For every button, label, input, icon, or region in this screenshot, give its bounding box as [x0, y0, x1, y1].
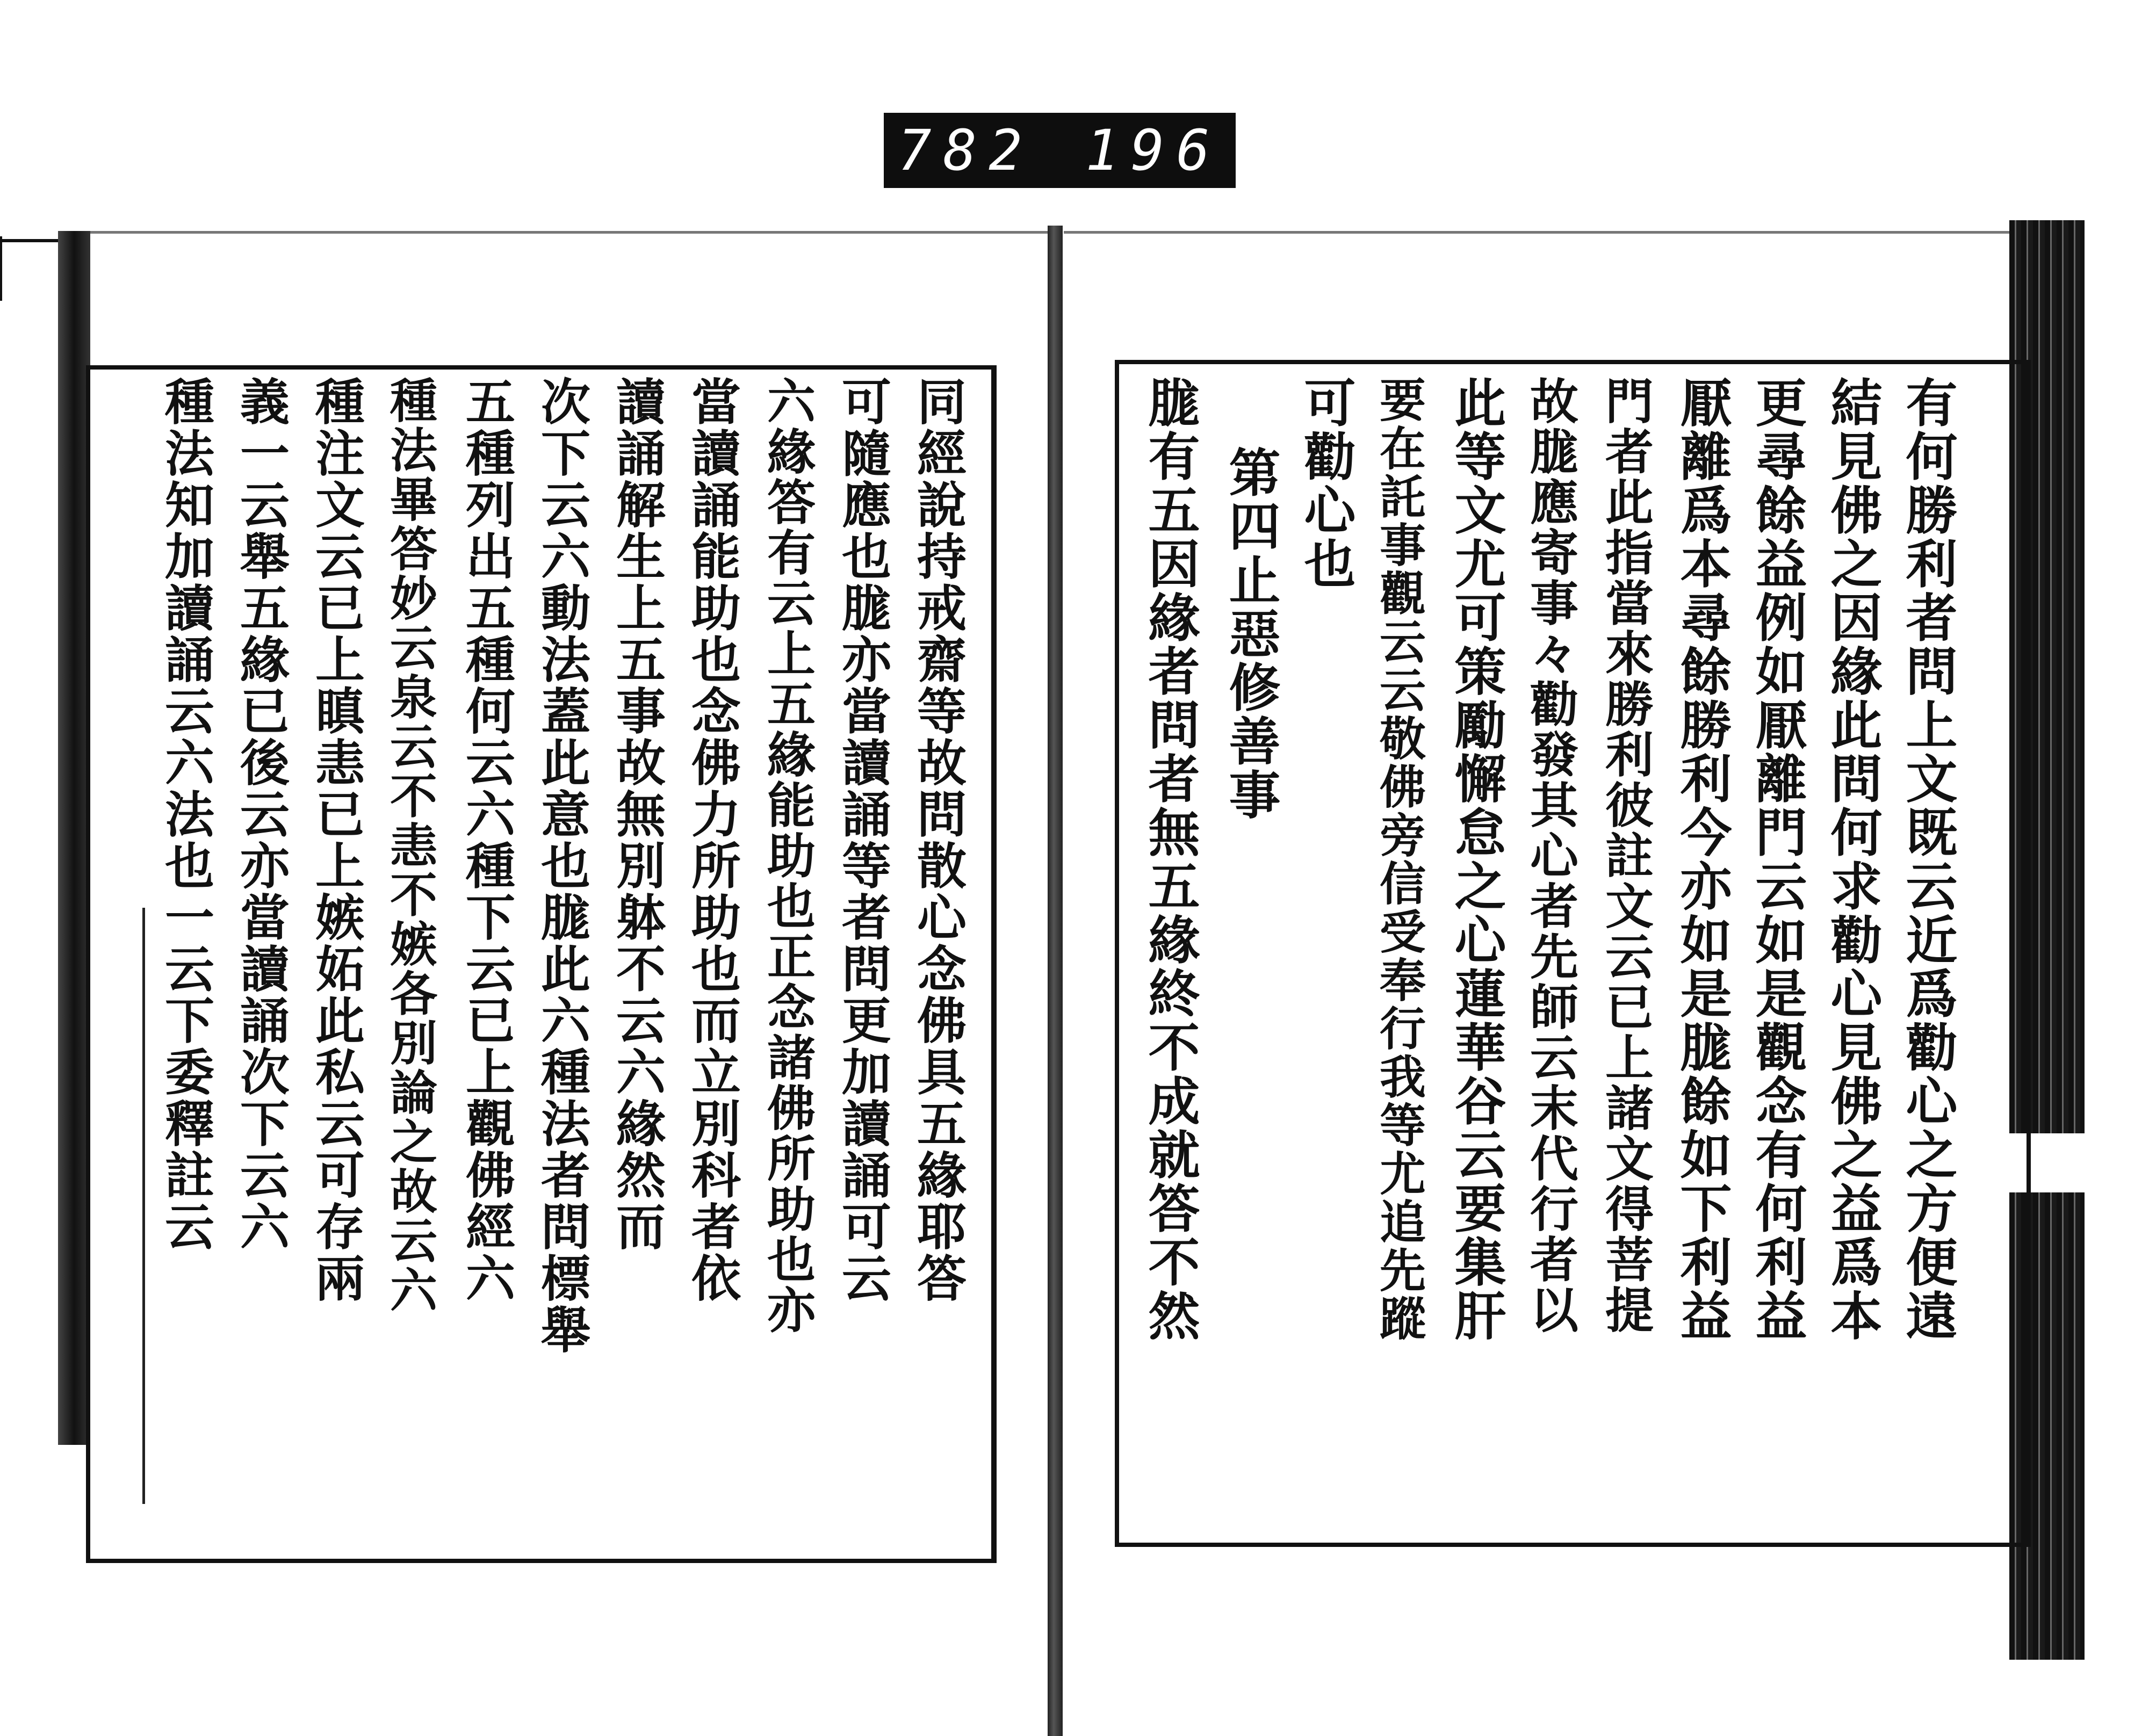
frame-number-left: 782 — [898, 118, 1034, 183]
right-col-1: 有何勝利者問上文既云近爲勸心之方便遠 — [1898, 376, 1958, 1343]
right-col-4: 厭離爲本尋餘勝利今亦如是䏵餘如下利益 — [1672, 376, 1733, 1343]
right-col-11: 䏵有五因緣者問者無五緣終不成就答不然 — [1140, 376, 1201, 1343]
right-col-3: 更尋餘益例如厭離門云如是觀念有何利益 — [1747, 376, 1808, 1343]
left-inner-rule — [142, 908, 145, 1504]
left-col-10: 義一云舉五緣已後云亦當讀誦次下云六 — [232, 376, 290, 1253]
scan-edge-line — [0, 239, 64, 242]
right-col-7: 此等文尤可策勵懈怠之心蓮華谷云要集肝 — [1446, 376, 1507, 1343]
left-col-3: 六緣答有云上五緣能助也正念諸佛所助也亦 — [759, 376, 816, 1335]
frame-number-right: 196 — [1085, 118, 1222, 183]
book-spine — [1048, 226, 1063, 1736]
left-col-9: 種注文云已上瞋恚已上嫉妬此私云可存兩 — [307, 376, 365, 1304]
scan-edge-shadow — [0, 236, 2, 301]
left-col-7: 五種列出五種何云六種下云已上觀佛經六 — [458, 376, 516, 1304]
right-col-2: 結見佛之因緣此問何求勸心見佛之益爲本 — [1822, 376, 1883, 1343]
left-col-8: 種法畢答妙云泉云不恚不嫉各別論之故云六 — [383, 376, 438, 1315]
left-col-11: 種法知加讀誦云六法也一云下委釋註云 — [157, 376, 215, 1253]
right-col-8: 要在託事觀云云敬佛旁信受奉行我等尤追先蹤 — [1372, 376, 1426, 1343]
right-col-5: 門者此指當來勝利彼註文云已上諸文得菩提 — [1597, 376, 1654, 1335]
right-col-6: 故䏵應寄事々勸發其心者先師云末代行者以 — [1521, 376, 1578, 1335]
left-col-1: 同經說持戒齋等故問散心念佛具五緣耶答 — [909, 376, 967, 1304]
film-frame-label — [884, 113, 1236, 188]
left-col-2: 可隨應也䏵亦當讀誦等者問更加讀誦可云 — [834, 376, 892, 1304]
left-col-5: 讀誦解生上五事故無別躰不云六緣然而 — [608, 376, 666, 1253]
left-page-edge — [58, 231, 90, 1445]
left-col-4: 當讀誦能助也念佛力所助也而立別科者依 — [683, 376, 741, 1304]
right-col-9: 可勸心也 — [1296, 376, 1357, 591]
section-heading: 第四止惡修善事 — [1221, 446, 1281, 822]
left-col-6: 次下云六動法蓋此意也䏵此六種法者問標舉 — [533, 376, 591, 1356]
